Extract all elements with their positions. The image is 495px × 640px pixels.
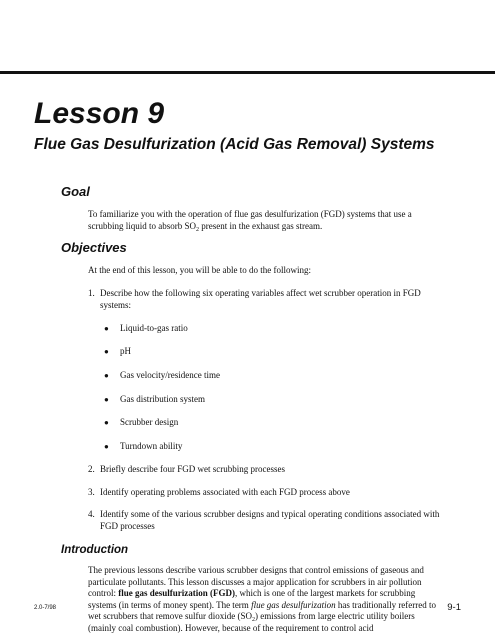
intro-italic-term: flue gas desulfurization <box>251 599 336 610</box>
objective-number: 3. <box>88 487 95 497</box>
lesson-subtitle: Flue Gas Desulfurization (Acid Gas Removal) Systems <box>34 136 435 153</box>
bullet-text: Scrubber design <box>120 417 179 427</box>
goal-subscript: 2 <box>196 226 199 233</box>
bullet-icon: ● <box>104 347 109 356</box>
header-rule <box>0 71 495 74</box>
bullet-text: pH <box>120 346 131 356</box>
objectives-intro: At the end of this lesson, you will be able to do the following: <box>88 265 311 275</box>
lesson-title: Lesson 9 <box>34 97 165 130</box>
intro-text-3: has traditionally referred to wet scrubbers that remove sulfur dioxide (SO <box>88 599 437 621</box>
page-number: 9-1 <box>447 602 461 613</box>
intro-subscript: 2 <box>251 617 255 623</box>
intro-bold-term: flue gas desulfurization (FGD) <box>118 588 235 598</box>
goal-heading: Goal <box>61 184 90 199</box>
goal-text-after: present in the exhaust gas stream. <box>199 220 323 231</box>
bullet-item <box>104 394 205 406</box>
bullet-text: Gas distribution system <box>120 394 205 404</box>
bullet-item <box>104 323 188 335</box>
bullet-icon: ● <box>104 442 109 451</box>
objective-item-1 <box>88 288 443 311</box>
objectives-heading: Objectives <box>61 240 127 255</box>
objective-number: 4. <box>88 509 95 519</box>
objective-item-3 <box>88 487 443 499</box>
bullet-icon: ● <box>104 418 109 427</box>
objective-text: Briefly describe four FGD wet scrubbing processes <box>100 464 285 474</box>
introduction-paragraph <box>88 565 438 633</box>
objective-number: 2. <box>88 464 95 474</box>
bullet-icon: ● <box>104 324 109 333</box>
introduction-heading: Introduction <box>61 544 129 556</box>
objective-text: Identify operating problems associated with each FGD process above <box>100 487 350 497</box>
goal-paragraph <box>88 209 433 232</box>
objective-text: Describe how the following six operating variables affect wet scrubber operation in FGD systems: <box>100 288 421 310</box>
objective-item-2 <box>88 464 443 476</box>
bullet-icon: ● <box>104 395 109 404</box>
bullet-text: Liquid-to-gas ratio <box>120 323 188 333</box>
objective-item-4 <box>88 509 443 532</box>
bullet-item <box>104 441 182 453</box>
intro-text-4: ) emissions from large electric utility boilers (mainly coal combustion). However, because of the requirement to control acid <box>88 611 415 633</box>
objective-text: Identify some of the various scrubber designs and typical operating conditions associated with FGD processes <box>100 509 440 531</box>
bullet-item <box>104 346 131 358</box>
bullet-icon: ● <box>104 371 109 380</box>
bullet-text: Gas velocity/residence time <box>120 370 220 380</box>
bullet-item <box>104 417 178 429</box>
objective-number: 1. <box>88 288 95 298</box>
goal-text-before: To familiarize you with the operation of flue gas desulfurization (FGD) systems that use a scrubbing liquid to absorb SO <box>88 209 412 231</box>
bullet-item <box>104 370 220 382</box>
intro-text-1: The previous lessons describe various scrubber designs that control emissions of gaseous and particulate pollutants. This lesson discusses a major application for scrubbers in air pollution control: <box>88 565 424 598</box>
bullet-text: Turndown ability <box>120 441 183 451</box>
intro-text-2: , which is one of the largest markets for scrubbing systems (in terms of money spent). The term <box>88 588 416 610</box>
footer-date: 2.0-7/98 <box>34 605 57 611</box>
